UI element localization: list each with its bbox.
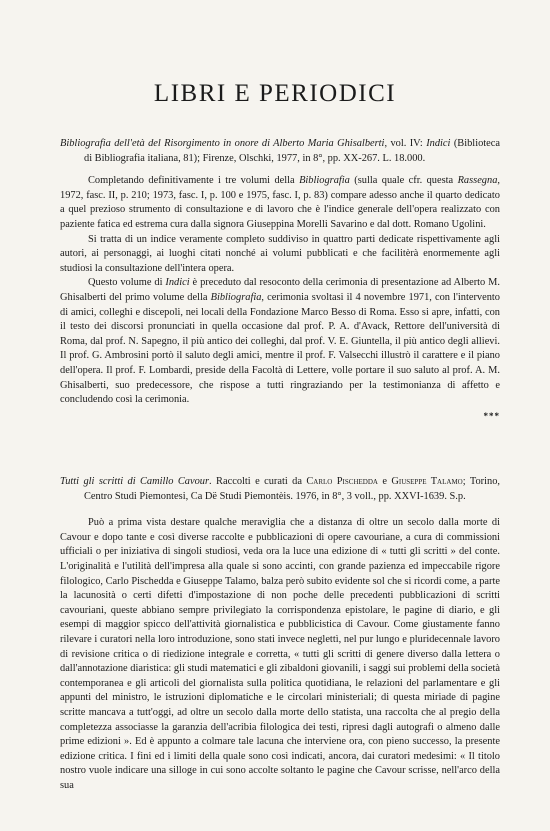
text-run: , cerimonia svoltasi il 4 novembre 1971, con l'intervento di amici, colleghi e discepoli, nei locali della Fondazione Marco Besso di Roma. Esso si apre, infatti, con il testo dei discorsi pronunciati in quella occasione dal prof. P. A. d'Avack, Rettore dell'università di Roma, dal prof. N. Sapegno, il più antico dei colleghi, dal prof. V. E. Giuntella, il più antico degli allievi. Il prof. G. Ambrosini portò il saluto degli amici, mentre il prof. F. Valsecchi illustrò il carattere e il piano dell'opera. Il prof. F. Lombardi, preside della Facoltà di Lettere, volle portare il suo saluto al prof. A. M. Ghisalberti, suo predecessore, che rispose a tutti ringraziando per la testimonianza di affetto e concludendo così la cerimonia. — [60, 291, 500, 406]
text-run-italic: Bibliografia — [210, 291, 262, 303]
text-run: è preceduto dal resoconto della cerimonia di presentazione ad Alberto M. Ghisalberti del primo volume della — [60, 277, 500, 303]
text-run-italic: Indici — [165, 277, 190, 289]
text-run: Questo volume di — [88, 277, 166, 289]
ref-text: e — [377, 476, 392, 487]
review-paragraph — [60, 174, 500, 232]
bibliographic-reference — [60, 475, 500, 504]
ref-text: , vol. IV: — [384, 138, 427, 149]
text-run: , 1972, fasc. II, p. 210; 1973, fasc. I, p. 100 e 1975, fasc. I, p. 83) compare adesso anche il quarto dedicato a quel prezioso strumento di consultazione e di lavoro che è l'indice generale dell'opera realizzato con paziente fatica ed estrema cura dalla signora Giuseppina Morelli Savarino e dal dott. Romano Ugolini. — [60, 175, 500, 230]
text-run-italic: Rassegna — [457, 175, 498, 187]
section-title: LIBRI E PERIODICI — [153, 80, 397, 107]
text-run-italic: Bibliografia — [299, 175, 350, 187]
bibliographic-reference — [60, 137, 500, 166]
review-paragraph — [60, 276, 500, 407]
ref-publication-details: (Biblioteca di Bibliografia italiana, 81); Firenze, Olschki, 1977, in 8°, pp. XX-267. L. 18.000. — [84, 138, 500, 164]
section-separator: *** — [483, 410, 500, 421]
review-paragraph: Si tratta di un indice veramente completo suddiviso in quattro parti dedicate rispettivamente agli autori, ai personaggi, ai luoghi citati nonché ai volumi pubblicati e che facilitèrà enormemente agli studiosi la consultazione dell'intera opera. — [60, 233, 500, 274]
review-entry-2 — [60, 475, 500, 793]
review-entry-1 — [60, 137, 500, 423]
ref-book-title: Bibliografia dell'età del Risorgimento in onore di Alberto Maria Ghisalberti — [60, 138, 385, 149]
ref-volume-title: Indici — [426, 138, 451, 149]
editor-name: Carlo Pischedda — [306, 476, 378, 487]
text-run: (sulla quale cfr. questa — [349, 175, 458, 187]
ref-book-title: Tutti gli scritti di Camillo Cavour — [60, 476, 210, 487]
review-paragraph: Può a prima vista destare qualche meraviglia che a distanza di oltre un secolo dalla morte di Cavour e dopo tante e così diverse raccolte e pubblicazioni di opere cavouriane, a cura di commissioni ufficiali o per iniziativa di singoli studiosi, veda ora la luce una edizione di « tutti gli scritti » del conte. L'originalità e l'utilità dell'impresa alla quale si sono accinti, con grande pazienza ed impeccabile rigore filologico, Carlo Pischedda e Giuseppe Talamo, balza però subito evidente sol che si ricordi come, a parte la lacunosità o certi difetti d'impostazione di non poche delle precedenti pubblicazioni di scritti cavouriani, queste abbiano sempre privilegiato la corrispondenza epistolare, le pagine di diario, e gli esempi di maggior spicco dell'attività giornalistica e pubblicistica di Cavour. Come giustamente fanno rilevare i curatori nella loro introduzione, sono stati invece neglettì, nel pur lungo e pluridecennale lavoro di revisione critica o di riedizione integrale e corretta, « tutti gli scritti di genere diverso dalla lettera o dall'annotazione diaristica: gli studi matematici e gli zibaldoni giovanili, i saggi sui problemi della società contemporanea e gli articoli del giornalista sulla politica quotidiana, le relazioni del parlamentare e gli appunti del ministro, le istruzioni diplomatiche e le circolari ministeriali; di questa miriade di pagine scritte mancava a tutt'oggi, ad oltre un secolo dalla morte dello statista, una raccolta che al pregio della completezza associasse la garanzia dell'acribia filologica dei testi, ripresi dagli autografi o almeno dalle prime edizioni ». Ed è appunto a colmare tale lacuna che interviene ora, con pieno successo, la presente edizione critica. I fini ed i limiti della quale sono così indicati, ancora, dai curatori medesimi: « Il titolo nostro vuole indicare una silloge in cui sono accolte soltanto le pagine che Cavour scrisse, nell'arco della sua — [60, 517, 500, 791]
text-run: Completando definitivamente i tre volumi della — [88, 175, 300, 187]
editor-name: Giuseppe Talamo — [391, 476, 463, 487]
ref-text: . Raccolti e curati da — [209, 476, 307, 487]
ref-publication-details: ; Torino, Centro Studi Piemontesi, Ca Dë Studi Piemontèis. 1976, in 8°, 3 voll., pp. XXVI-1639. S.p. — [84, 476, 500, 502]
